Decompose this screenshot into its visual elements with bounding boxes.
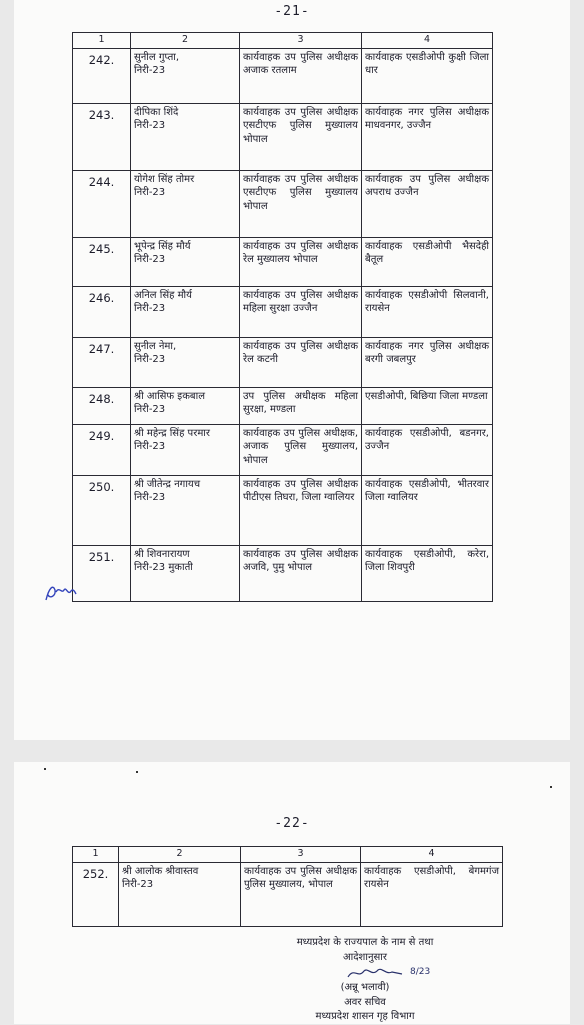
officer-name: अनिल सिंह मौर्य bbox=[134, 289, 192, 301]
current-posting: कार्यवाहक उप पुलिस अधीक्षक, अजाक पुलिस मुख्यालय, भोपाल bbox=[240, 424, 362, 475]
new-posting: कार्यवाहक नगर पुलिस अधीक्षक माधवनगर, उज्जैन bbox=[362, 103, 493, 170]
officer-name: श्री शिवनारायण bbox=[134, 548, 190, 560]
handwritten-initials bbox=[44, 580, 78, 606]
new-posting: कार्यवाहक एसडीओपी कुक्षी जिला धार bbox=[362, 48, 493, 103]
current-posting: कार्यवाहक उप पुलिस अधीक्षक अजवि, पुमु भोपाल bbox=[240, 545, 362, 601]
initials-scribble-icon bbox=[44, 580, 78, 606]
column-header: 2 bbox=[131, 33, 240, 49]
officer-name: श्री आलोक श्रीवास्तव bbox=[122, 865, 199, 877]
page-number: -22- bbox=[274, 816, 310, 831]
officer-cell bbox=[131, 424, 240, 475]
officer-batch: निरी-23 bbox=[134, 492, 166, 504]
table-header-row bbox=[73, 33, 493, 49]
signature-icon bbox=[346, 965, 406, 981]
current-posting: कार्यवाहक उप पुलिस अधीक्षक एसटीएफ पुलिस मुख्यालय भोपाल bbox=[240, 170, 362, 237]
column-header: 3 bbox=[240, 33, 362, 49]
current-posting: कार्यवाहक उप पुलिस अधीक्षक महिला सुरक्षा उज्जैन bbox=[240, 286, 362, 337]
officer-name: श्री महेन्द्र सिंह परमार bbox=[134, 427, 210, 439]
table-row bbox=[73, 48, 493, 103]
officer-batch: निरी-23 bbox=[134, 441, 166, 453]
officer-name: श्री जीतेन्द्र नगायच bbox=[134, 478, 201, 490]
serial-number: 244. bbox=[73, 170, 131, 237]
officer-batch: निरी-23 bbox=[122, 879, 154, 891]
serial-number: 246. bbox=[73, 286, 131, 337]
serial-number: 251. bbox=[73, 545, 131, 601]
officer-cell bbox=[131, 475, 240, 545]
table-header-row bbox=[73, 847, 503, 863]
new-posting: कार्यवाहक एसडीओपी, करेरा, जिला शिवपुरी bbox=[362, 545, 493, 601]
officer-batch: निरी-23 bbox=[134, 404, 166, 416]
officer-batch: निरी-23 bbox=[134, 65, 166, 77]
officer-name: सुनील नेमा, bbox=[134, 340, 177, 352]
table-row bbox=[73, 103, 493, 170]
officer-batch: निरी-23 bbox=[134, 120, 166, 132]
officer-cell bbox=[131, 237, 240, 286]
officer-batch: निरी-23 bbox=[134, 254, 166, 266]
signature-date: 8/23 bbox=[410, 967, 431, 977]
department: मध्यप्रदेश शासन गृह विभाग bbox=[315, 1011, 415, 1022]
signatory-name: (अन्नू भलावी) bbox=[340, 982, 390, 993]
new-posting: कार्यवाहक उप पुलिस अधीक्षक अपराध उज्जैन bbox=[362, 170, 493, 237]
scan-speck bbox=[44, 768, 46, 770]
serial-number: 242. bbox=[73, 48, 131, 103]
signatory-designation: अवर सचिव bbox=[344, 996, 386, 1008]
new-posting: कार्यवाहक एसडीओपी, भीतरवार जिला ग्वालियर bbox=[362, 475, 493, 545]
officer-name: श्री आसिफ इकबाल bbox=[134, 390, 205, 402]
current-posting: कार्यवाहक उप पुलिस अधीक्षक एसटीएफ पुलिस मुख्यालय भोपाल bbox=[240, 103, 362, 170]
officer-cell bbox=[131, 170, 240, 237]
current-posting: कार्यवाहक उप पुलिस अधीक्षक रेल मुख्यालय भोपाल bbox=[240, 237, 362, 286]
transfer-table bbox=[72, 32, 493, 602]
page-number: -21- bbox=[274, 4, 310, 19]
table-row bbox=[73, 862, 503, 926]
new-posting: कार्यवाहक नगर पुलिस अधीक्षक बरगी जबलपुर bbox=[362, 337, 493, 387]
footer-order: आदेशानुसार bbox=[343, 951, 387, 963]
serial-number: 247. bbox=[73, 337, 131, 387]
serial-number: 248. bbox=[73, 387, 131, 424]
officer-cell bbox=[131, 286, 240, 337]
new-posting: कार्यवाहक एसडीओपी, बेगमगंज रायसेन bbox=[361, 862, 503, 926]
new-posting: कार्यवाहक एसडीओपी सिलवानी, रायसेन bbox=[362, 286, 493, 337]
current-posting: कार्यवाहक उप पुलिस अधीक्षक पीटीएस तिघरा, जिला ग्वालियर bbox=[240, 475, 362, 545]
table-row bbox=[73, 170, 493, 237]
serial-number: 245. bbox=[73, 237, 131, 286]
table-row bbox=[73, 387, 493, 424]
table-row bbox=[73, 286, 493, 337]
officer-cell bbox=[119, 862, 241, 926]
document-page-22 bbox=[14, 762, 570, 1024]
officer-name: भूपेन्द्र सिंह मौर्य bbox=[134, 240, 191, 252]
officer-cell bbox=[131, 48, 240, 103]
serial-number: 252. bbox=[73, 862, 119, 926]
officer-name: सुनील गुप्ता, bbox=[134, 51, 180, 63]
officer-cell bbox=[131, 545, 240, 601]
officer-cell bbox=[131, 103, 240, 170]
column-header: 1 bbox=[73, 33, 131, 49]
footer-authority: मध्यप्रदेश के राज्यपाल के नाम से तथा bbox=[296, 937, 434, 948]
officer-batch: निरी-23 bbox=[134, 303, 166, 315]
serial-number: 243. bbox=[73, 103, 131, 170]
new-posting: एसडीओपी, बिछिया जिला मण्डला bbox=[362, 387, 493, 424]
serial-number: 250. bbox=[73, 475, 131, 545]
new-posting: कार्यवाहक एसडीओपी, बडनगर, उज्जैन bbox=[362, 424, 493, 475]
officer-cell bbox=[131, 337, 240, 387]
column-header: 3 bbox=[241, 847, 361, 863]
column-header: 1 bbox=[73, 847, 119, 863]
table-row bbox=[73, 337, 493, 387]
officer-batch: निरी-23 bbox=[134, 354, 166, 366]
current-posting: उप पुलिस अधीक्षक महिला सुरक्षा, मण्डला bbox=[240, 387, 362, 424]
document-page-21 bbox=[14, 0, 570, 740]
signature-area bbox=[250, 965, 480, 981]
current-posting: कार्यवाहक उप पुलिस अधीक्षक रेल कटनी bbox=[240, 337, 362, 387]
order-footer bbox=[250, 936, 480, 1025]
transfer-table bbox=[72, 846, 503, 927]
current-posting: कार्यवाहक उप पुलिस अधीक्षक अजाक रतलाम bbox=[240, 48, 362, 103]
officer-batch: निरी-23 मुकाती bbox=[134, 562, 193, 574]
scan-speck bbox=[136, 771, 138, 773]
table-row bbox=[73, 475, 493, 545]
current-posting: कार्यवाहक उप पुलिस अधीक्षक पुलिस मुख्यालय, भोपाल bbox=[241, 862, 361, 926]
column-header: 4 bbox=[361, 847, 503, 863]
table-row bbox=[73, 237, 493, 286]
officer-batch: निरी-23 bbox=[134, 187, 166, 199]
new-posting: कार्यवाहक एसडीओपी भैसदेही बैतूल bbox=[362, 237, 493, 286]
serial-number: 249. bbox=[73, 424, 131, 475]
officer-name: योगेश सिंह तोमर bbox=[134, 173, 195, 185]
column-header: 2 bbox=[119, 847, 241, 863]
table-row bbox=[73, 545, 493, 601]
officer-cell bbox=[131, 387, 240, 424]
scan-speck bbox=[550, 786, 552, 788]
officer-name: दीपिका शिंदे bbox=[134, 106, 179, 118]
table-row bbox=[73, 424, 493, 475]
column-header: 4 bbox=[362, 33, 493, 49]
